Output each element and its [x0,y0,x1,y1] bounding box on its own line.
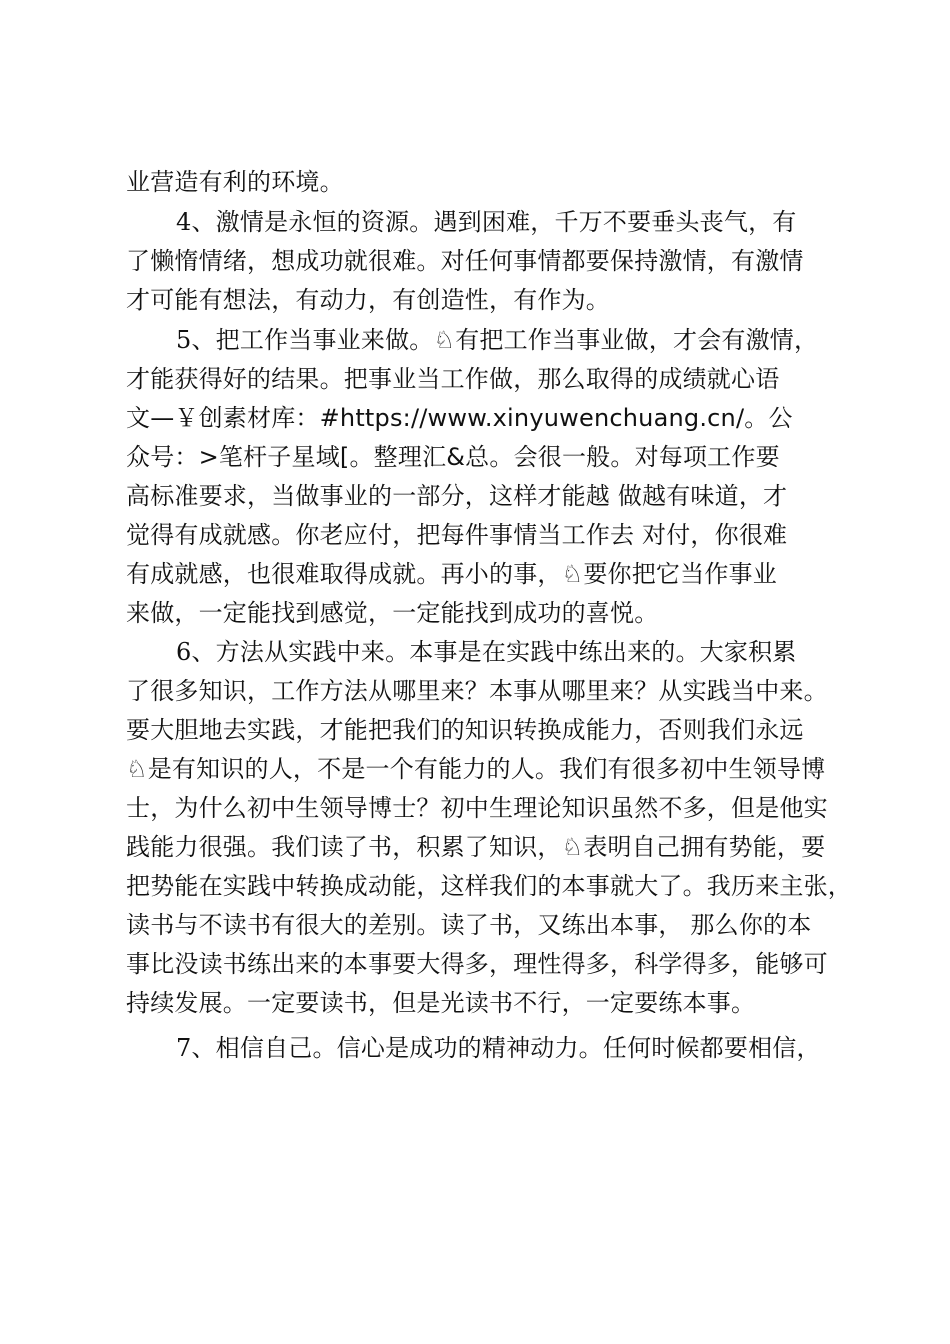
item-number: 7 [176,1034,192,1062]
text-line: 来做，一定能找到感觉，一定能找到成功的喜悦。 [126,599,659,627]
text-line: 有成就感，也很难取得成就。再小的事，♘要你把它当作事业 [126,560,777,588]
text-line: 文—￥创素材库：#https://www.xinyuwenchuang.cn/。公 [126,404,793,432]
text-line: 业营造有利的环境。 [126,168,344,196]
item-number: 6 [176,638,192,666]
text-line: 觉得有成就感。你老应付，把每件事情当工作去 对付，你很难 [126,521,788,549]
text-line: 士，为什么初中生领导博士？初中生理论知识虽然不多，但是他实 [126,794,828,822]
text-line: 众号：>笔杆子星域[。整理汇&总。会很一般。对每项工作要 [126,443,780,471]
text-line: 、方法从实践中来。本事是在实践中练出来的。大家积累 [191,638,797,666]
text-line: 才可能有想法，有动力，有创造性，有作为。 [126,286,610,314]
paragraph-7-first-line [176,1032,821,1064]
paragraph-6-first-line [176,636,796,668]
text-line: 、激情是永恒的资源。遇到困难，千万不要垂头丧气，有 [191,208,797,236]
text-line: 要大胆地去实践，才能把我们的知识转换成能力，否则我们永远 [126,716,804,744]
paragraph-5-first-line [176,324,818,356]
text-line: 高标准要求，当做事业的一部分，这样才能越 做越有味道，才 [126,482,788,510]
text-line: 读书与不读书有很大的差别。读了书，又练出本事， 那么你的本 [126,911,812,939]
text-line: 把势能在实践中转换成动能，这样我们的本事就大了。我历来主张， [126,872,852,900]
item-number: 5 [176,326,192,354]
text-line: 、相信自己。信心是成功的精神动力。任何时候都要相信， [191,1034,821,1062]
paragraph-4-first-line [176,206,796,238]
text-line: 了很多知识，工作方法从哪里来？本事从哪里来？从实践当中来。 [126,677,828,705]
text-line: 、把工作当事业来做。♘有把工作当事业做，才会有激情， [191,326,819,354]
text-line: 了懒惰情绪，想成功就很难。对任何事情都要保持激情，有激情 [126,247,804,275]
item-number: 4 [176,208,192,236]
text-line: 践能力很强。我们读了书，积累了知识，♘表明自己拥有势能，要 [126,833,826,861]
text-line: 事比没读书练出来的本事要大得多，理性得多，科学得多，能够可 [126,950,828,978]
text-line: 持续发展。一定要读书，但是光读书不行，一定要练本事。 [126,989,756,1017]
text-line: 才能获得好的结果。把事业当工作做，那么取得的成绩就心语 [126,365,780,393]
text-line: ♘是有知识的人，不是一个有能力的人。我们有很多初中生领导博 [126,755,826,783]
